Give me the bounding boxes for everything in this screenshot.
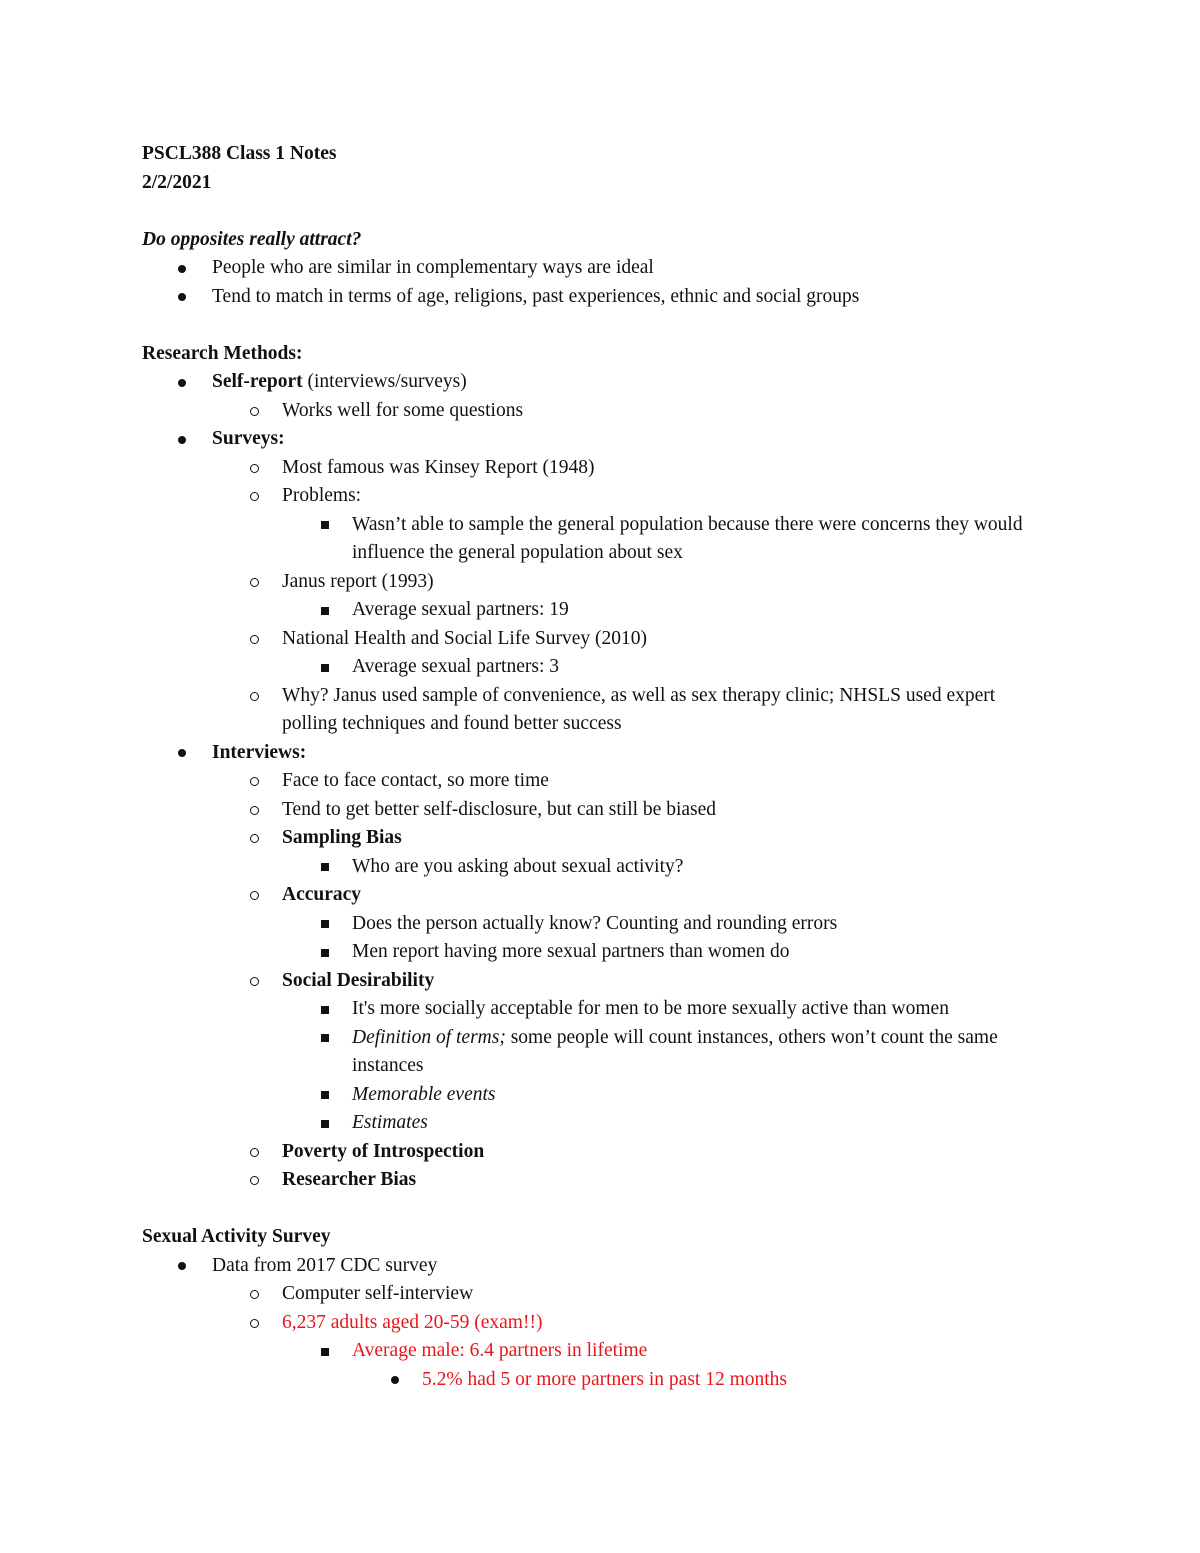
hollow-bullet-icon	[244, 397, 264, 426]
list-item: Sampling Bias	[142, 824, 1082, 853]
square-bullet-icon	[315, 1109, 335, 1138]
hollow-bullet-icon	[244, 625, 264, 654]
hollow-bullet-icon	[244, 1138, 264, 1167]
section-heading-sexual-activity-survey: Sexual Activity Survey	[142, 1226, 331, 1247]
list-item: Works well for some questions	[142, 397, 1082, 426]
hollow-bullet-icon	[244, 796, 264, 825]
list-item: It's more socially acceptable for men to be more sexually active than women	[142, 995, 1082, 1024]
hollow-bullet-icon	[244, 824, 264, 853]
square-bullet-icon	[315, 1081, 335, 1110]
list-item: Researcher Bias	[142, 1166, 1082, 1195]
list-item: National Health and Social Life Survey (2010)	[142, 625, 1082, 654]
list-item: Interviews:	[142, 739, 1082, 768]
square-bullet-icon	[315, 995, 335, 1024]
list-item: Why? Janus used sample of convenience, as well as sex therapy clinic; NHSLS used expert polling techniques and found better success	[142, 682, 1022, 739]
square-bullet-icon	[315, 938, 335, 967]
list-item: Average male: 6.4 partners in lifetime	[142, 1337, 1082, 1366]
square-bullet-icon	[315, 853, 335, 882]
square-bullet-icon	[315, 1337, 335, 1366]
list-item: Poverty of Introspection	[142, 1138, 1082, 1167]
bullet-icon	[172, 254, 192, 283]
list-item: Computer self-interview	[142, 1280, 1082, 1309]
list-item: Face to face contact, so more time	[142, 767, 1082, 796]
hollow-bullet-icon	[244, 482, 264, 511]
bullet-icon	[172, 425, 192, 454]
bullet-icon	[172, 368, 192, 397]
list-item: Does the person actually know? Counting and rounding errors	[142, 910, 1082, 939]
list-item: Tend to get better self-disclosure, but can still be biased	[142, 796, 1082, 825]
bullet-icon	[385, 1366, 405, 1395]
hollow-bullet-icon	[244, 1166, 264, 1195]
list-item: People who are similar in complementary ways are ideal	[142, 254, 1082, 283]
list-item: Accuracy	[142, 881, 1082, 910]
list-item: Definition of terms; some people will count instances, others won’t count the same instances	[142, 1024, 1052, 1081]
hollow-bullet-icon	[244, 967, 264, 996]
notes-page	[142, 140, 1082, 1394]
list-item: 5.2% had 5 or more partners in past 12 months	[142, 1366, 1082, 1395]
list-item: Tend to match in terms of age, religions, past experiences, ethnic and social groups	[142, 283, 1082, 312]
hollow-bullet-icon	[244, 568, 264, 597]
list-item: Who are you asking about sexual activity?	[142, 853, 1082, 882]
list-item: 6,237 adults aged 20-59 (exam!!)	[142, 1309, 1082, 1338]
list-item: Surveys:	[142, 425, 1082, 454]
bullet-icon	[172, 283, 192, 312]
list-item: Men report having more sexual partners than women do	[142, 938, 1082, 967]
square-bullet-icon	[315, 910, 335, 939]
hollow-bullet-icon	[244, 1280, 264, 1309]
list-item: Janus report (1993)	[142, 568, 1082, 597]
square-bullet-icon	[315, 596, 335, 625]
list-item: Most famous was Kinsey Report (1948)	[142, 454, 1082, 483]
hollow-bullet-icon	[244, 682, 264, 711]
square-bullet-icon	[315, 1024, 335, 1053]
list-item: Average sexual partners: 3	[142, 653, 1082, 682]
section-heading-opposites: Do opposites really attract?	[142, 228, 362, 250]
list-item: Problems:	[142, 482, 1082, 511]
list-item: Social Desirability	[142, 967, 1082, 996]
section-heading-research-methods: Research Methods:	[142, 342, 303, 364]
document-date: 2/2/2021	[142, 171, 212, 193]
bullet-icon	[172, 739, 192, 768]
hollow-bullet-icon	[244, 1309, 264, 1338]
hollow-bullet-icon	[244, 767, 264, 796]
hollow-bullet-icon	[244, 454, 264, 483]
list-item: Average sexual partners: 19	[142, 596, 1082, 625]
hollow-bullet-icon	[244, 881, 264, 910]
list-item: Wasn’t able to sample the general population because there were concerns they would influence the general population about sex	[142, 511, 1032, 568]
document-title: PSCL388 Class 1 Notes	[142, 143, 337, 164]
list-item: Memorable events	[142, 1081, 1082, 1110]
list-item: Self-report (interviews/surveys)	[142, 368, 1082, 397]
list-item: Data from 2017 CDC survey	[142, 1252, 1082, 1281]
square-bullet-icon	[315, 511, 335, 540]
square-bullet-icon	[315, 653, 335, 682]
list-item: Estimates	[142, 1109, 1082, 1138]
bullet-icon	[172, 1252, 192, 1281]
